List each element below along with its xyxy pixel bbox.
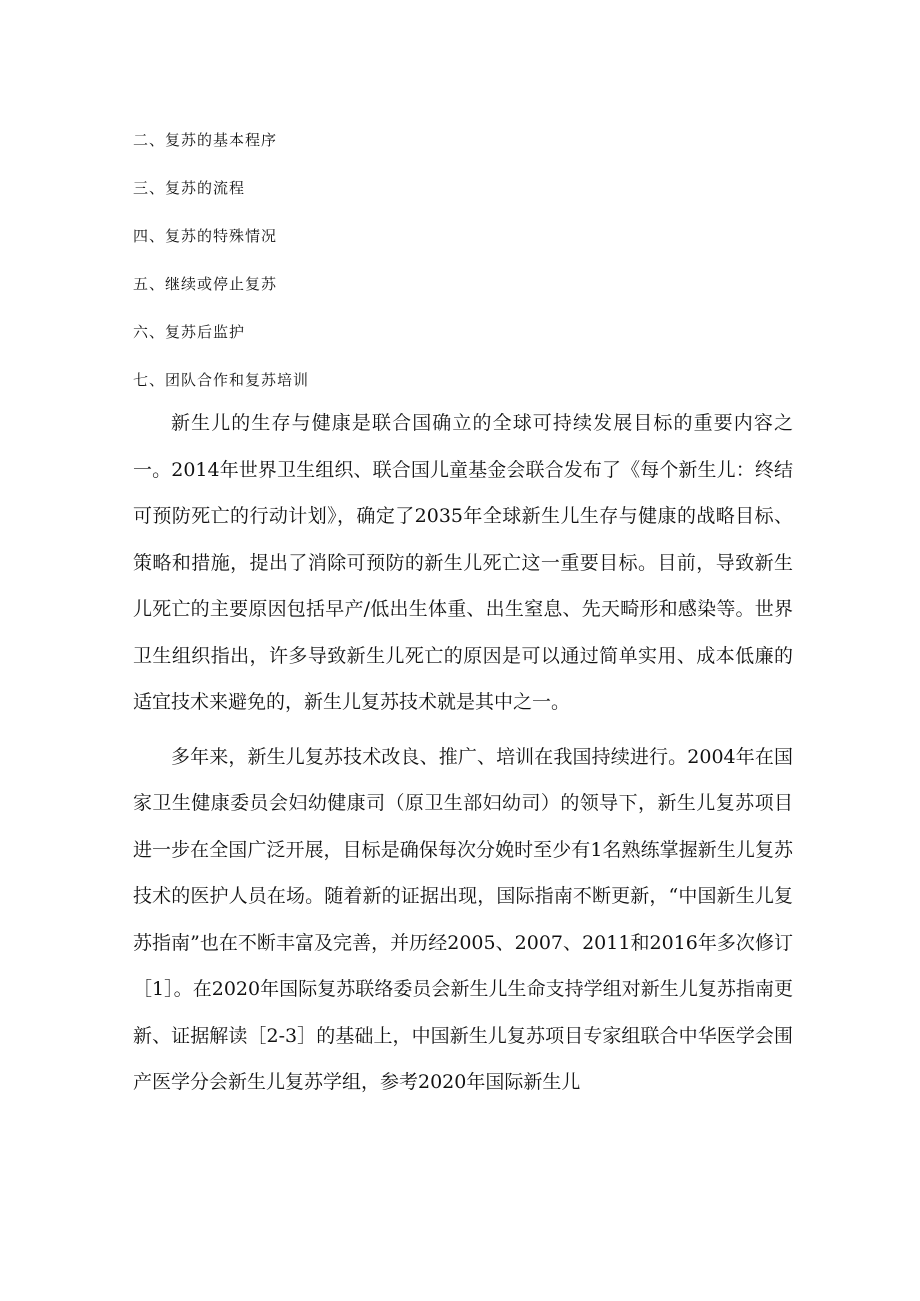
paragraph: 新生儿的生存与健康是联合国确立的全球可持续发展目标的重要内容之一。2014年世界卫生组织、联合国儿童基金会联合发布了《每个新生儿：终结可预防死亡的行动计划》，确定了2035年全球新生儿生存与健康的战略目标、策略和措施，提出了消除可预防的新生儿死亡这一重要目标。目前，导致新生儿死亡的主要原因包括早产/低出生体重、出生窒息、先天畸形和感染等。世界卫生组织指出，许多导致新生儿死亡的原因是可以通过简单实用、成本低廉的适宜技术来避免的，新生儿复苏技术就是其中之一。 [133, 412, 793, 713]
toc-item: 三、复苏的流程 [133, 179, 246, 197]
document-body [133, 400, 793, 1106]
paragraph: 多年来，新生儿复苏技术改良、推广、培训在我国持续进行。2004年在国家卫生健康委员会妇幼健康司（原卫生部妇幼司）的领导下，新生儿复苏项目进一步在全国广泛开展，目标是确保每次分娩时至少有1名熟练掌握新生儿复苏技术的医护人员在场。随着新的证据出现，国际指南不断更新，“中国新生儿复苏指南”也在不断丰富及完善，并历经2005、2007、2011和2016年多次修订［1］。在2020年国际复苏联络委员会新生儿生命支持学组对新生儿复苏指南更新、证据解读［2-3］的基础上，中国新生儿复苏项目专家组联合中华医学会围产医学分会新生儿复苏学组，参考2020年国际新生儿 [133, 745, 793, 1093]
toc-item: 五、继续或停止复苏 [133, 275, 278, 293]
table-of-contents [133, 116, 793, 404]
toc-item: 六、复苏后监护 [133, 323, 246, 341]
toc-item: 七、团队合作和复苏培训 [133, 371, 310, 389]
toc-item: 四、复苏的特殊情况 [133, 227, 278, 245]
toc-item: 二、复苏的基本程序 [133, 131, 278, 149]
